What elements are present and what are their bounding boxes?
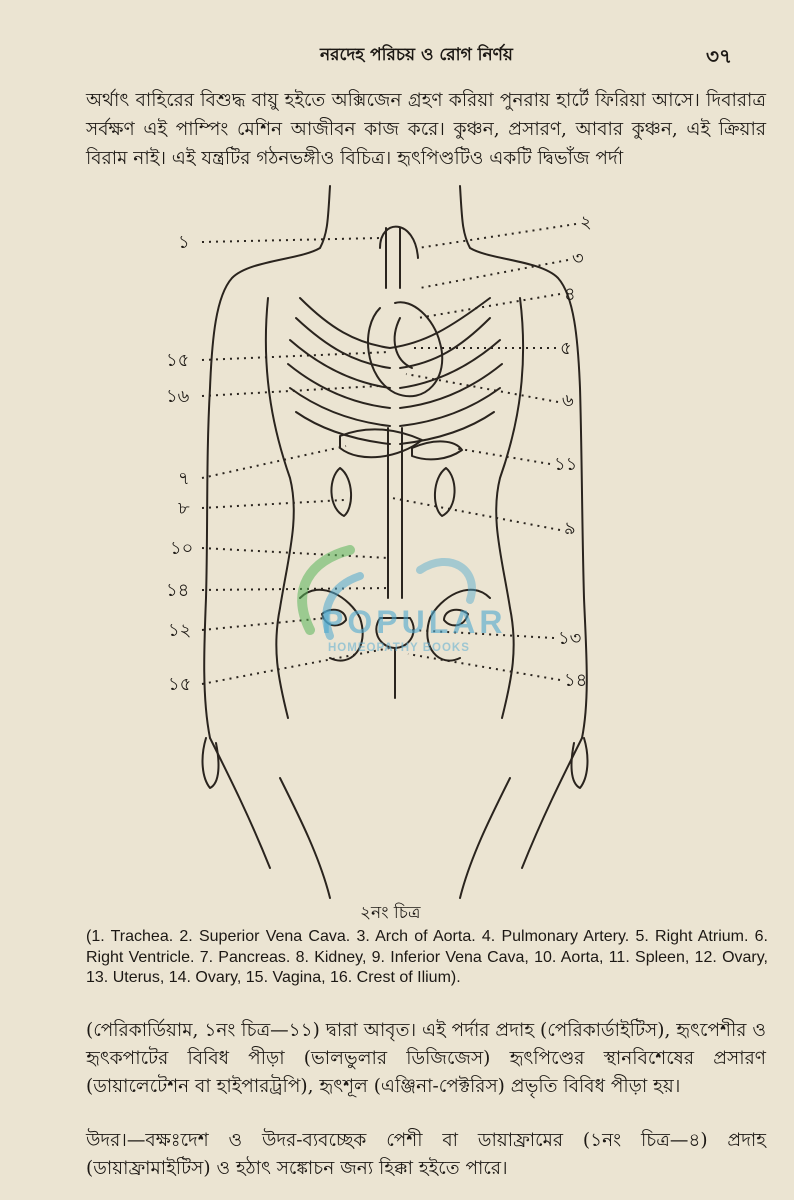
- paragraph-abdomen: উদর।—বক্ষঃদেশ ও উদর-ব্যবচ্ছেক পেশী বা ডায়াফ্রামের (১নং চিত্র—৪) প্রদাহ (ডায়াফ্রামাইটিস) ও হঠাৎ সঙ্কোচন জন্য হিক্কা হইতে পারে।: [86, 1130, 766, 1179]
- label-left-12: ১২: [168, 620, 192, 641]
- label-right-2: ২: [580, 212, 592, 233]
- label-left-10: ১০: [170, 538, 194, 559]
- paragraph-pericardium: (পেরিকার্ডিয়াম, ১নং চিত্র—১১) দ্বারা আবৃত। এই পর্দার প্রদাহ (পেরিকার্ডাইটিস), হৃৎপেশীর ও হৃৎকপাটের বিবিধ পীড়া (ভালভুলার ডিজিজেস) হৃৎপিণ্ডের স্থানবিশেষের প্রসারণ (ডায়ালেটেশন বা হাইপারট্রপি), হৃৎশূল (এঞ্জিনা-পেক্টরিস) প্রভৃতি বিবিধ পীড়া হয়।: [86, 1020, 766, 1097]
- label-left-7: ৭: [178, 468, 190, 489]
- anatomy-illustration: [150, 178, 670, 900]
- label-right-3: ৩: [572, 248, 584, 269]
- label-right-13: ১৩: [558, 628, 582, 649]
- label-right-9: ৯: [564, 518, 576, 539]
- watermark-subtitle: HOMEOPATHY BOOKS: [328, 642, 470, 654]
- watermark-title: POPULAR: [322, 604, 507, 640]
- figure-number: ২নং চিত্র: [360, 903, 421, 923]
- label-left-8: ৮: [178, 498, 190, 519]
- page-header: [0, 42, 794, 72]
- label-right-5: ৫: [560, 338, 572, 359]
- label-right-6: ৬: [562, 390, 574, 411]
- label-left-14: ১৪: [166, 580, 190, 601]
- label-left-15b: ১৫: [168, 674, 192, 695]
- label-left-16: ১৬: [166, 386, 190, 407]
- page-number: ৩৭: [706, 44, 733, 68]
- label-right-4: ৪: [564, 284, 576, 305]
- label-left-1: ১: [178, 232, 190, 253]
- figure-caption: (1. Trachea. 2. Superior Vena Cava. 3. Arch of Aorta. 4. Pulmonary Artery. 5. Right Atrium. 6. Right Ventricle. 7. Pancreas. 8. Kidney, 9. Inferior Vena Cava, 10. Aorta, 11. Spleen, 12. Ovary, 13. Uterus, 14. Ovary, 15. Vagina, 16. Crest of Ilium).: [86, 928, 768, 986]
- label-right-14: ১৪: [564, 670, 588, 691]
- anatomy-figure: [150, 178, 670, 900]
- paragraph-intro: অর্থাৎ বাহিরের বিশুদ্ধ বায়ু হইতে অক্সিজেন গ্রহণ করিয়া পুনরায় হার্টে ফিরিয়া আসে। দিবারাত্র সর্বক্ষণ এই পাম্পিং মেশিন আজীবন কাজ করে। কুঞ্চন, প্রসারণ, আবার কুঞ্চন, এই ক্রিয়ার বিরাম নাই। এই যন্ত্রটির গঠনভঙ্গীও বিচিত্র। হৃৎপিণ্ডটিও একটি দ্বিভাঁজ পর্দা: [86, 90, 766, 169]
- label-right-11: ১১: [554, 454, 578, 475]
- label-left-15: ১৫: [166, 350, 190, 371]
- running-head: নরদেহ পরিচয় ও রোগ নির্ণয়: [320, 45, 513, 65]
